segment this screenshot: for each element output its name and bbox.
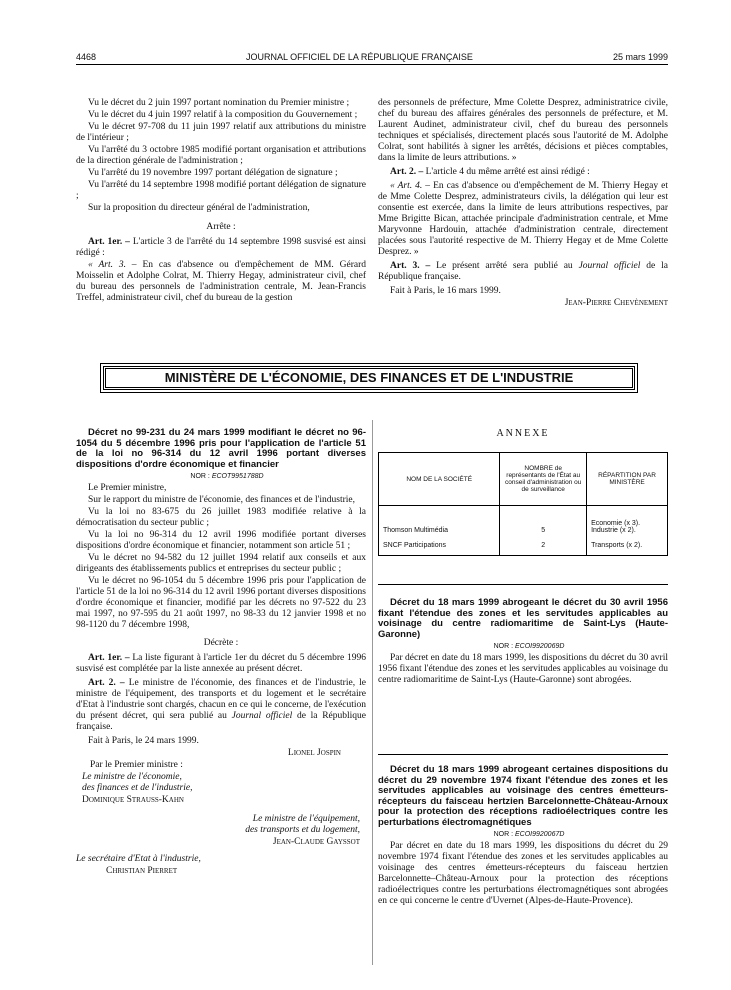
article-2: Art. 2. – Le ministre de l'économie, des finances et de l'industrie, le ministre de l'équipement, des transports et du logement et le secrétaire d'Etat à l'industrie sont chargés, chacun en ce qui le concerne, de l'exécution du présent décret, qui sera publié au Journal officiel de la République française.: [76, 678, 367, 732]
paragraph: Le Premier ministre,: [88, 483, 167, 493]
paragraph: Vu la loi no 96-314 du 12 avril 1996 modifiée portant diverses dispositions d'ordre économique et financier, notamment son article 51 ;: [76, 530, 366, 551]
signature: Jean-Pierre Chevènement: [564, 298, 668, 308]
journal-title: JOURNAL OFFICIEL DE LA RÉPUBLIQUE FRANÇAISE: [246, 52, 473, 62]
table-row: [379, 506, 668, 536]
paragraph: des personnels de préfecture, Mme Colette Desprez, administratrice civile, chef du bureau des affaires générales des personnels de préfecture, et M. Laurent Audinet, administrateur civil, chef du bureau des personnels techniques et spécialisés, directement placés sous l'autorité de M. Adolphe Colrat, sont habilités à signer les arrêtés, décisions et pièces comptables, dans la limite de leurs attributions. »: [378, 98, 668, 163]
ministry-banner: MINISTÈRE DE L'ÉCONOMIE, DES FINANCES ET DE L'INDUSTRIE: [103, 366, 635, 390]
section-rule: [378, 584, 668, 585]
paragraph: Vu le décret no 96-1054 du 5 décembre 1996 pris pour l'application de l'article 51 de la loi no 96-314 du 12 avril 1996 portant diverses dispositions d'ordre économique et financier, modifié par les décrets no 97-522 du 23 mai 1997, no 97-595 du 21 août 1997, no 98-33 du 12 janvier 1998 et no 98-1120 du 7 décembre 1998,: [76, 576, 366, 630]
table-row: [379, 536, 668, 556]
table-cell: Economie (x 3). Industrie (x 2).: [587, 506, 668, 536]
decree-saint-lys: [378, 598, 668, 687]
section-rule: [378, 754, 668, 755]
article-1: Art. 1er. – La liste figurant à l'article 1er du décret du 5 décembre 1996 susvisé est complétée par la liste annexée au présent décret.: [76, 653, 366, 674]
table-cell: Transports (x 2).: [587, 536, 668, 556]
signature-industrie: Christian Pierret: [106, 866, 178, 876]
arrete-heading: Arrête :: [206, 222, 236, 232]
signature-economie: Dominique Strauss-Kahn: [82, 795, 184, 805]
fait-a-paris: Fait à Paris, le 16 mars 1999.: [390, 286, 501, 296]
secretaire-etat-industrie: Le secrétaire d'Etat à l'industrie,: [76, 854, 201, 864]
paragraph: Vu le décret 97-708 du 11 juin 1997 relatif aux attributions du ministre de l'intérieur ;: [76, 122, 366, 143]
table-cell: Thomson Multimédia: [379, 506, 500, 536]
paragraph: Vu le décret du 4 juin 1997 relatif à la composition du Gouvernement ;: [88, 110, 358, 120]
paragraph: Par décret en date du 18 mars 1999, les dispositions du décret du 30 avril 1956 fixant l'étendue des zones et les servitudes applicables au voisinage du centre radiomaritime de Saint-Lys (Haute-Garonne) sont abrogées.: [378, 653, 668, 685]
top-right-column: [378, 98, 668, 310]
decree-title: Décret no 99-231 du 24 mars 1999 modifiant le décret no 96-1054 du 5 décembre 1996 pris pour l'application de l'article 51 de la loi no 96-314 du 12 avril 1996 portant diverses dispositions d'ordre économique et financier: [76, 427, 366, 470]
column-header: RÉPARTITION PAR MINISTÈRE: [587, 453, 668, 506]
paragraph: Vu le décret no 94-582 du 12 juillet 1994 relatif aux conseils et aux dirigeants des établissements publics et entreprises du secteur public ;: [76, 553, 366, 574]
annexe-table: [378, 452, 668, 556]
table-cell: 2: [500, 536, 587, 556]
column-header: NOM DE LA SOCIÉTÉ: [379, 453, 500, 506]
paragraph: Vu l'arrêté du 3 octobre 1985 modifié portant organisation et attributions de la direction générale de l'administration ;: [76, 145, 366, 166]
decree-barcelonnette: [378, 765, 668, 908]
decrete-heading: Décrète :: [203, 638, 239, 648]
paragraph: Sur le rapport du ministre de l'économie, des finances et de l'industrie,: [88, 495, 355, 505]
annexe-title: ANNEXE: [496, 428, 550, 439]
nor-reference: NOR : ECOI9920069D: [493, 643, 565, 650]
nor-reference: NOR : ECOI9920067D: [493, 831, 565, 838]
article-1: Art. 1er. – L'article 3 de l'arrêté du 14 septembre 1998 susvisé est ainsi rédigé :: [76, 237, 366, 258]
signature-pm: Lionel Jospin: [287, 748, 341, 758]
decree-99-231: [76, 428, 366, 878]
header-rule: [76, 64, 668, 65]
nor-reference: NOR : ECOT9951788D: [190, 473, 264, 480]
paragraph: Vu le décret du 2 juin 1997 portant nomination du Premier ministre ;: [88, 98, 350, 108]
page-number: 4468: [76, 52, 97, 62]
article-2: Art. 2. – L'article 4 du même arrêté est ainsi rédigé :: [390, 167, 590, 177]
top-left-column: [76, 98, 366, 305]
article-3-quote: « Art. 3. – En cas d'absence ou d'empêchement de MM. Gérard Moisselin et Adolphe Colrat, M. Thierry Hegay, administrateur civil, chef du bureau des personnels de l'administration centrale, M. Jean-Francis Treffel, administrateur civil, chef du bureau de la gestion: [76, 260, 367, 303]
column-separator: [372, 420, 373, 965]
issue-date: 25 mars 1999: [612, 52, 668, 62]
table-cell: 5: [500, 506, 587, 536]
decree-title: Décret du 18 mars 1999 abrogeant le décret du 30 avril 1956 fixant l'étendue des zones et les servitudes applicables au voisinage du centre radiomaritime de Saint-Lys (Haute-Garonne): [378, 597, 668, 640]
par-le-premier-ministre: Par le Premier ministre :: [90, 760, 183, 770]
paragraph: Vu la loi no 83-675 du 26 juillet 1983 modifiée relative à la démocratisation du secteur public ;: [76, 507, 366, 528]
paragraph: Par décret en date du 18 mars 1999, les dispositions du décret du 29 novembre 1974 fixant l'étendue des zones et les servitudes applicables au voisinage des centres émetteurs-récepteurs du faisceau hertzien Barcelonnette–Château-Arnoux pour la protection des réceptions radioélectriques contre les perturbations électromagnétiques sont abrogées en ce qui concerne le centre d'Uvernet (Alpes-de-Haute-Provence).: [378, 841, 668, 906]
signature-equipement: Jean-Claude Gayssot: [272, 837, 360, 847]
ministre-equipement: Le ministre de l'équipement, des transports et du logement,: [245, 814, 360, 835]
decree-title: Décret du 18 mars 1999 abrogeant certaines dispositions du décret du 29 novembre 1974 fixant l'étendue des zones et les servitudes applicables au voisinage des centres émetteurs-récepteurs du faisceau hertzien Barcelonnette-Château-Arnoux pour la protection des réceptions radioélectriques contre les perturbations électromagnétiques: [378, 764, 668, 828]
article-4-quote: « Art. 4. – En cas d'absence ou d'empêchement de M. Thierry Hegay et de Mme Colette Desprez, administrateurs civils, la délégation qui leur est consentie est exercée, dans la limite de leurs attributions respectives, par Mme Brigitte Bican, attachée principale d'administration centrale, et Mme Maryvonne Hardouin, attachée d'administration centrale, directement placées sous l'autorité respective de M. Thierry Hegay et de Mme Colette Desprez. »: [378, 181, 669, 257]
column-header: NOMBRE de représentants de l'État au conseil d'administration ou de surveillance: [500, 453, 587, 506]
paragraph: Sur la proposition du directeur général de l'administration,: [88, 203, 310, 213]
paragraph: Vu l'arrêté du 19 novembre 1997 portant délégation de signature ;: [88, 168, 338, 178]
ministre-economie: Le ministre de l'économie, des finances et de l'industrie,: [82, 772, 193, 793]
paragraph: Vu l'arrêté du 14 septembre 1998 modifié portant délégation de signature ;: [76, 180, 366, 201]
table-cell: SNCF Participations: [379, 536, 500, 556]
article-3: Art. 3. – Le présent arrêté sera publié au Journal officiel de la République française.: [378, 261, 669, 282]
fait-a-paris: Fait à Paris, le 24 mars 1999.: [88, 736, 199, 746]
